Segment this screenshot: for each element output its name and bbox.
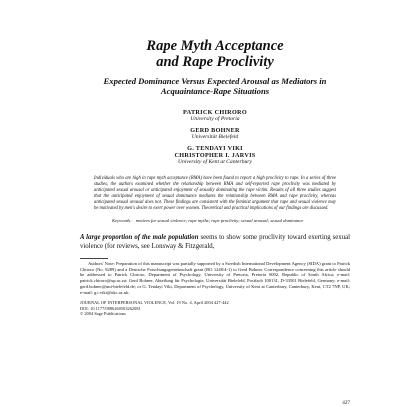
journal-doi: DOI: 10.1177/0886260503262081	[80, 305, 141, 311]
author-name: CHRISTOPHER I. JARVIS	[174, 152, 256, 159]
author-list	[80, 109, 350, 166]
author-1	[80, 109, 350, 123]
author-2	[80, 127, 350, 141]
abstract: Individuals who are high in rape myth acceptance (RMA) have been found to report a high proclivity to rape. In a series of three studies, the authors examined whether the relationship between RMA and self-reported rape proclivity was mediated by anticipated sexual arousal or anticipated enjoyment of sexually dominating the rape victim. Results of all three studies suggest that the anticipated enjoyment of sexual dominance mediates the relationship between RMA and rape proclivity, whereas anticipated sexual arousal does not. These findings are consistent with the feminist argument that rape and sexual violence may be motivated by men's desire to exert power over women. Theoretical and practical implications of our findings are discussed.	[94, 176, 336, 211]
article-subtitle: Expected Dominance Versus Expected Arousal as Mediators in Acquaintance-Rape Situations	[103, 76, 327, 96]
journal-citation: JOURNAL OF INTERPERSONAL VIOLENCE, Vol. 19 No. 4, April 2004 427-442	[80, 300, 229, 306]
article-page	[80, 38, 350, 406]
page-number: 427	[342, 400, 350, 406]
authors-note: Authors' Note: Preparation of this manuscript was partially supported by a Swedish International Development Agency (SIDA) grant to Patrick Chiroro (No. 8289) and a Deutsche Forschungsgemeinschaft grant (BO 1248/4-1) to Gerd Bohner. Correspondence concerning this article should be addressed to Patrick Chiroro, Department of Psychology, University of Pretoria, Pretoria 0002, Republic of South Africa; e-mail: patrick.chiroro@up.ac.za; Gerd Bohner, Abteilung für Psychologie, Universität Bielefeld, Postfach 100131, D-33501 Bielefeld, Germany; e-mail: gerd.bohner@uni-bielefeld.de; or G. Tendayi Viki, Department of Psychology, University of Kent at Canterbury, Canterbury, Kent, CT2 7NP, UK; e-mail: g.t.viki@ukc.ac.uk.	[80, 260, 350, 295]
keywords-text: motives for sexual violence; rape myths; rape proclivity; sexual arousal; sexual dominance	[135, 218, 304, 223]
body-paragraph	[80, 234, 350, 251]
body-text: seems to show some proclivity toward exerting sexual violence (for reviews, see Lonsway & Fitzgerald,	[80, 234, 350, 250]
author-affiliation: University of Pretoria	[190, 116, 240, 122]
journal-info	[80, 300, 350, 316]
title-line-1: Rape Myth Acceptance	[146, 38, 284, 54]
author-affiliation: Universität Bielefeld	[191, 134, 239, 140]
author-name: PATRICK CHIRORO	[183, 109, 247, 116]
author-affiliation: University of Kent at Canterbury	[178, 159, 252, 165]
author-4	[80, 152, 350, 166]
title-line-2: and Rape Proclivity	[156, 54, 274, 70]
journal-copyright: © 2004 Sage Publications	[80, 311, 126, 317]
article-title	[80, 38, 350, 70]
author-3	[80, 145, 350, 152]
body-lead-in: A large proportion of the male population	[80, 234, 199, 241]
author-name: G. TENDAYI VIKI	[187, 145, 243, 152]
keywords	[112, 218, 328, 224]
author-name: GERD BOHNER	[190, 127, 240, 134]
keywords-label: Keywords:	[112, 218, 132, 223]
footnote-divider	[80, 258, 108, 259]
